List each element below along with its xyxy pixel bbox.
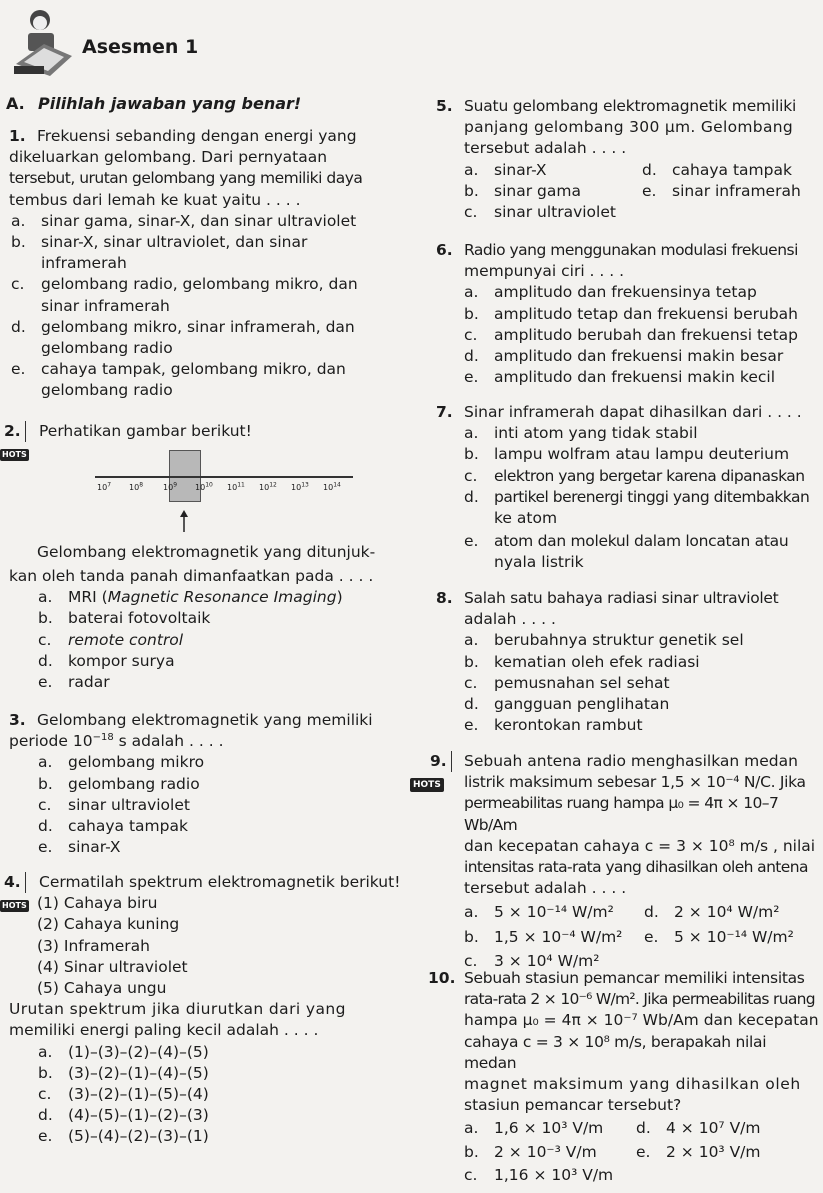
option-b[interactable]: b. sinar gama (464, 181, 581, 200)
question-text: Sinar inframerah dapat dihasilkan dari . . . . (464, 403, 802, 421)
option-c[interactable]: c. amplitudo berubah dan frekuensi tetap (464, 325, 798, 344)
question-text: cahaya c = 3 × 10⁸ m/s, berapakah nilai medan (464, 1032, 767, 1072)
arrow-up-icon (179, 510, 189, 532)
question-9 (410, 751, 822, 972)
hots-badge: HOTS (410, 778, 444, 792)
option-d[interactable]: d. 2 × 10⁴ W/m² (644, 903, 780, 922)
hots-badge: HOTS (2, 450, 27, 460)
question-number: 10. (428, 969, 456, 987)
option-e[interactable]: e. sinar-X (38, 838, 121, 857)
question-text: panjang gelombang 300 μm. Gelombang (464, 118, 794, 137)
option-a[interactable]: a. 1,6 × 10³ V/m (464, 1119, 604, 1138)
question-6 (436, 240, 821, 388)
question-number: 5. (436, 97, 453, 115)
tick-label: $10^{10}$ (195, 481, 213, 492)
option-c[interactable]: c. sinar ultraviolet (464, 203, 616, 222)
option-e[interactable]: e. amplitudo dan frekuensi makin kecil (464, 368, 776, 387)
question-text: Perhatikan gambar berikut! (39, 422, 252, 440)
spectrum-axis (95, 476, 353, 478)
question-text: permeabilitas ruang hampa μ₀ = 4π × 10–7 Wb/Am (464, 794, 779, 834)
question-text: intensitas rata-rata yang dihasilkan oleh antena (464, 858, 808, 877)
page-title: Asesmen 1 (82, 36, 199, 58)
hots-badge: HOTS (2, 901, 27, 911)
tick-label: $10^7$ (97, 481, 112, 492)
student-reading-icon (10, 6, 78, 78)
list-item: (2) Cahaya kuning (37, 915, 180, 934)
question-text: memiliki energi paling kecil adalah . . . . (9, 1021, 319, 1040)
question-text: Suatu gelombang elektromagnetik memiliki (464, 97, 797, 115)
question-1 (9, 126, 404, 402)
question-10 (428, 968, 822, 1186)
spectrum-figure (95, 450, 395, 530)
option-e[interactable]: e. 2 × 10³ V/m (636, 1142, 761, 1161)
question-text: tersebut, urutan gelombang yang memiliki daya (9, 169, 363, 188)
question-text: stasiun pemancar tersebut? (464, 1096, 682, 1115)
option-a[interactable]: a. 5 × 10⁻¹⁴ W/m² (464, 903, 614, 922)
option-d[interactable]: d. gelombang mikro, sinar inframerah, dan gelombang radio (11, 317, 355, 358)
option-b[interactable]: b. sinar-X, sinar ultraviolet, dan sinar inframerah (11, 233, 308, 273)
tick-label: $10^{12}$ (259, 481, 277, 492)
tick-label: $10^{11}$ (227, 481, 245, 492)
option-a[interactable]: a. sinar-X (464, 160, 547, 179)
tick-label: $10^{13}$ (291, 481, 309, 492)
option-e[interactable]: e. cahaya tampak, gelombang mikro, dan gelombang radio (11, 360, 346, 400)
question-text: Salah satu bahaya radiasi sinar ultraviolet (464, 589, 779, 607)
option-e[interactable]: e. radar (38, 673, 110, 692)
question-text: dan kecepatan cahaya c = 3 × 10⁸ m/s , nilai (464, 836, 816, 855)
option-b[interactable]: b. kematian oleh efek radiasi (464, 652, 700, 671)
question-text: rata-rata 2 × 10⁻⁶ W/m². Jika permeabilitas ruang (464, 990, 815, 1009)
option-a[interactable]: a. amplitudo dan frekuensinya tetap (464, 283, 757, 302)
option-a[interactable]: a. berubahnya struktur genetik sel (464, 631, 744, 650)
option-b[interactable]: b. amplitudo tetap dan frekuensi berubah (464, 304, 798, 323)
question-number: 9. (430, 751, 452, 772)
question-text: periode $10^{-18}$ s adalah . . . . (9, 732, 224, 751)
option-d[interactable]: d. cahaya tampak (642, 160, 792, 179)
option-a[interactable]: a. sinar gama, sinar-X, dan sinar ultraviolet (11, 211, 357, 230)
question-number: 3. (9, 711, 26, 729)
question-8 (436, 588, 821, 736)
option-b[interactable]: b. lampu wolfram atau lampu deuterium (464, 445, 790, 464)
option-c[interactable]: c. pemusnahan sel sehat (464, 673, 670, 692)
list-item: (4) Sinar ultraviolet (37, 957, 188, 976)
option-a[interactable]: a. (1)–(3)–(2)–(4)–(5) (38, 1042, 209, 1061)
question-4 (0, 872, 410, 1148)
option-e[interactable]: e. sinar inframerah (642, 181, 801, 200)
section-letter: A. (6, 94, 25, 113)
question-number: 1. (9, 127, 26, 145)
question-text: Frekuensi sebanding dengan energi yang (37, 127, 357, 145)
question-text: mempunyai ciri . . . . (464, 262, 625, 281)
option-c[interactable]: c. elektron yang bergetar karena dipanaskan (464, 466, 805, 485)
question-text: adalah . . . . (464, 610, 556, 629)
question-5 (436, 96, 821, 223)
option-b[interactable]: b. gelombang radio (38, 774, 200, 793)
question-number: 2. (4, 421, 26, 442)
question-number: 6. (436, 241, 453, 259)
tick-label: $10^{14}$ (323, 481, 341, 492)
question-2-body (37, 542, 412, 563)
option-e[interactable]: e. atom dan molekul dalam loncatan atau nyala listrik (464, 532, 789, 572)
question-text: magnet maksimum yang dihasilkan oleh (464, 1075, 801, 1094)
spectrum-ticks (95, 483, 365, 499)
option-d[interactable]: d. 4 × 10⁷ V/m (636, 1119, 761, 1138)
option-d[interactable]: d. (4)–(5)–(1)–(2)–(3) (38, 1106, 209, 1125)
question-text: hampa μ₀ = 4π × 10⁻⁷ Wb/Am dan kecepatan (464, 1011, 819, 1030)
question-text: tembus dari lemah ke kuat yaitu . . . . (9, 190, 301, 209)
tick-label: $10^9$ (163, 481, 178, 492)
question-text: Cermatilah spektrum elektromagnetik berikut! (39, 873, 401, 891)
question-text: dikeluarkan gelombang. Dari pernyataan (9, 148, 328, 167)
option-d[interactable]: d. partikel berenergi tinggi yang ditembakkan ke atom (464, 487, 810, 528)
option-d[interactable]: d. amplitudo dan frekuensi makin besar (464, 347, 784, 366)
question-number: 7. (436, 403, 453, 421)
option-a[interactable]: a. MRI (Magnetic Resonance Imaging) (38, 588, 343, 607)
question-text: Sebuah stasiun pemancar memiliki intensitas (464, 969, 805, 987)
list-item: (1) Cahaya biru (37, 894, 158, 913)
option-e[interactable]: e. (5)–(4)–(2)–(3)–(1) (38, 1127, 209, 1146)
question-number: 8. (436, 589, 453, 607)
question-text: Gelombang elektromagnetik yang ditunjuk- (37, 543, 376, 561)
tick-label: $10^8$ (129, 481, 144, 492)
list-item: (3) Inframerah (37, 936, 150, 955)
question-2-body-2 (9, 566, 409, 693)
option-b[interactable]: b. 1,5 × 10⁻⁴ W/m² (464, 927, 623, 946)
option-a[interactable]: a. inti atom yang tidak stabil (464, 424, 698, 443)
question-7 (436, 402, 821, 574)
section-instruction: Pilihlah jawaban yang benar! (38, 94, 302, 113)
option-d[interactable]: d. cahaya tampak (38, 817, 188, 836)
option-c[interactable]: c. gelombang radio, gelombang mikro, dan sinar inframerah (11, 275, 358, 315)
option-a[interactable]: a. gelombang mikro (38, 753, 205, 772)
question-3 (9, 710, 409, 858)
question-text: Urutan spektrum jika diurutkan dari yang (9, 1000, 346, 1019)
option-e[interactable]: e. 5 × 10⁻¹⁴ W/m² (644, 927, 794, 946)
question-text: tersebut adalah . . . . (464, 139, 627, 158)
option-d[interactable]: d. kompor surya (38, 651, 175, 670)
question-text: listrik maksimum sebesar 1,5 × 10⁻⁴ N/C. Jika (464, 773, 806, 792)
option-b[interactable]: b. (3)–(2)–(1)–(4)–(5) (38, 1063, 209, 1082)
question-text: Sebuah antena radio menghasilkan medan (464, 752, 798, 770)
header-illustration (10, 6, 78, 78)
option-b[interactable]: b. baterai fotovoltaik (38, 609, 211, 628)
option-d[interactable]: d. gangguan penglihatan (464, 695, 670, 714)
option-c[interactable]: c. 3 × 10⁴ W/m² (464, 951, 600, 970)
option-c[interactable]: c. sinar ultraviolet (38, 795, 190, 814)
question-text: Gelombang elektromagnetik yang memiliki (37, 711, 373, 729)
option-c[interactable]: c. 1,16 × 10³ V/m (464, 1165, 614, 1184)
question-number: 4. (4, 872, 26, 893)
question-text: Radio yang menggunakan modulasi frekuensi (464, 241, 798, 259)
option-c[interactable]: c. (3)–(2)–(1)–(5)–(4) (38, 1085, 209, 1104)
list-item: (5) Cahaya ungu (37, 979, 167, 998)
option-e[interactable]: e. kerontokan rambut (464, 716, 643, 735)
option-b[interactable]: b. 2 × 10⁻³ V/m (464, 1142, 597, 1161)
question-text: tersebut adalah . . . . (464, 879, 627, 898)
option-c[interactable]: c. remote control (38, 630, 184, 649)
question-text: kan oleh tanda panah dimanfaatkan pada . . . . (9, 567, 374, 585)
